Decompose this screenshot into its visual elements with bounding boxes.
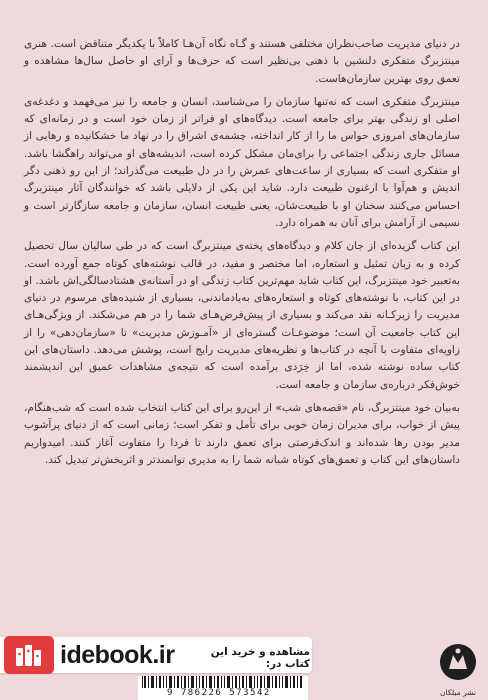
site-logo-text[interactable]: idebook.ir (60, 641, 175, 669)
banner-cta-text[interactable]: مشاهده و خرید این کتاب در: (210, 646, 310, 670)
paragraph-2: مینتزبرگ متفکری است که نه‌تنها سازمان را می‌شناسد، انسان و جامعه را نیز می‌فهمد و دغدغه‌ی اصلی او زندگی بهتر برای جامعه است. دیدگاه‌های او فراتر از زمان خود است و در زمانه‌ای که سازمان‌های امروزی حواس ما را از کار انداخته، چشمه‌ی اشراق را در نهاد ما خشکانیده و رهایی از مسائل جاری زندگی اجتماعی را برای‌مان مشکل کرده است، اندیشه‌های او می‌تواند راهگشا باشد. او متفکری است که بسیاری از ساعت‌های عمرش را در دل طبیعت می‌گذراند؛ از این رو ذهنی دگر اندیش و هم‌آوا با ارغنون طبیعت دارد. شاید این یکی از دلایلی باشد که خوانندگان آثار مینتزبرگ احساس می‌کنند سخنان او با طبیعت‌شان، یعنی طبیعت انسان، سازمان و جامعه سازگارتر است و نسیمی از آرامش برای آنان به همراه دارد. (24, 95, 460, 229)
paragraph-1: در دنیای مدیریت صاحب‌نظران مختلفی هستند و گـاه نگاه آن‌هـا کاملاً با یکدیگر متناقض است. هنری مینتزبرگ متفکری دلنشین با ذهنی بی‌نظیر است که حرف‌ها و آرای او حاصل سال‌ها مشاهده و تعمق روی بهترین سازمان‌هاست. (24, 38, 460, 85)
books-icon[interactable] (4, 636, 54, 674)
publisher-name: نشر میلکان (440, 688, 476, 697)
paragraph-3: این کتاب گزیده‌ای از جان کلام و دیدگاه‌های پخته‌ی مینتزبرگ است که در طی سالیان سال تحصیل کرده و به زبان تمثیل و استعاره، اما مختصر و مفید، در قالب نوشته‌های کوتاه جمع آورده است. به‌تعبیر خود مینتزبرگ، این کتاب شاید مهم‌ترین کتاب زندگی او در آستانه‌ی هشتادسالگی‌اش باشد. او در این کتاب، با نوشته‌های کوتاه و استعاره‌های به‌یادماندنی، بسیاری از شنیده‌های مرسوم در دنیای مدیریت را زیرکـانه نقد می‌کند و بسیاری از پیش‌فرض‌هـای شما را در هم می‌شکند. از ویژگی‌هـای این کتاب جامعیت آن است؛ موضوعـات گستره‌ای از «آمـوزش مدیریت» تا «سازمان‌دهی» را از زاویه‌ای متفاوت با آنچه در کتاب‌ها و نظریه‌های مدیریت رایج است، پوشش می‌دهد. داستان‌های این کتاب ساده نوشته شده، اما از خِرَدی برآمده است که نتیجه‌ی مشاهدات عمیق این اندیشمند خوش‌فکر درباره‌ی سازمان و جامعه است. (24, 240, 460, 391)
back-cover-text (24, 36, 460, 475)
barcode-digits: 9 786226 573542 (167, 688, 271, 698)
paragraph-4: به‌بیان خود مینتزبرگ، نام «قصه‌های شب» از این‌رو برای این کتاب انتخاب شده است که شب‌هنگام، پیش از خواب، برای مدیران زمان خوبی برای تأمل و تفکر است؛ زمانی است که از دنیای پرآشوب مدیر بودن رها شده‌اند و اندک‌فرصتی برای تعمق دارند تا فردا را متفاوت آغاز کنند. امیدواریم داستان‌های این کتاب و تعمق‌های کوتاه شبانه شما را به مدیری توانمندتر و اثربخش‌تر تبدیل کند. (24, 401, 460, 466)
